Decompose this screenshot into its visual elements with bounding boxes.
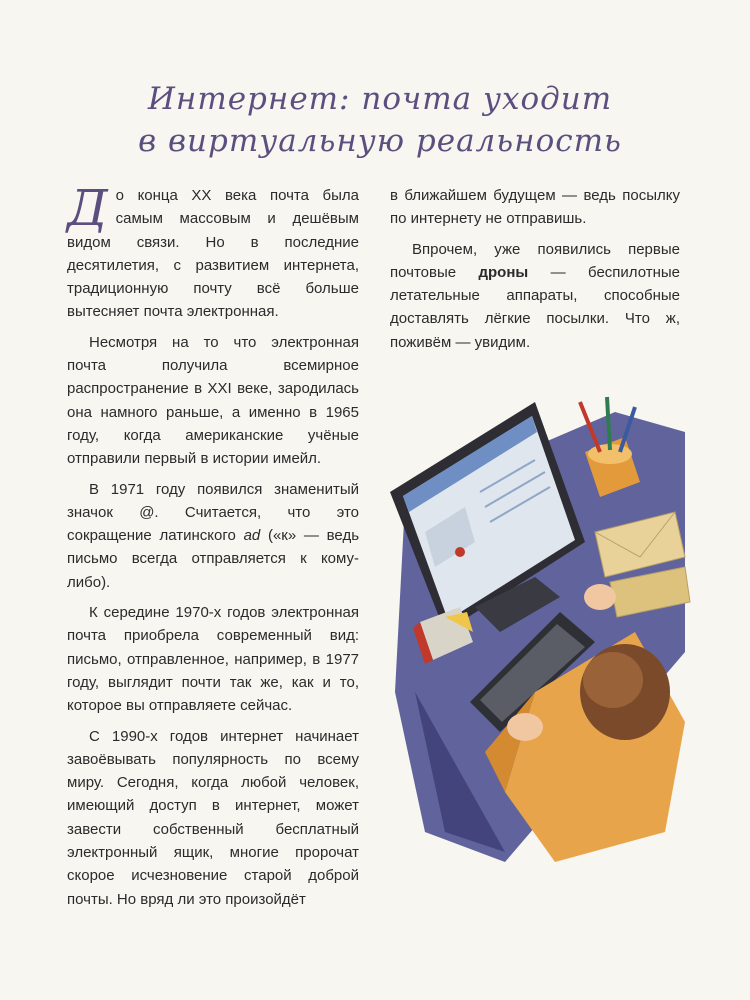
illustration-boy-at-computer bbox=[385, 392, 695, 872]
boy-hand-left bbox=[507, 713, 543, 741]
paragraph-3 bbox=[67, 478, 359, 594]
paragraph-4: К середине 1970-х годов электронная почта приобрела современный вид: письмо, отправленное, например, в 1977 году, выглядит почти так же, как и то, которое вы отправляете сейчас. bbox=[67, 604, 359, 715]
term-drones: дроны bbox=[478, 263, 529, 281]
paragraph-1-text: о конца XX века почта была самым массовым и дешёвым видом связи. Но в последние десятилетия, с развитием интернета, традиционную почту всё больше вытесняет почта электронная. bbox=[67, 187, 359, 321]
paragraph-7 bbox=[390, 238, 680, 354]
title-line-2: в виртуальную реальность bbox=[138, 123, 622, 159]
paragraph-3-text-b: («к» — ведь письмо всегда отправляется к кому-либо). bbox=[67, 527, 360, 591]
paragraph-5: С 1990-х годов интернет начинает завоёвывать популярность по всему миру. Сегодня, когда любой человек, имеющий доступ в интернет, может завести собственный бесплатный электронный ящик, многие пророчат скорое исчезновение старой доброй почты. Но вряд ли это произойдёт bbox=[67, 727, 359, 908]
paragraph-6: в ближайшем будущем — ведь посылку по интернету не отправишь. bbox=[390, 187, 680, 228]
paragraph-7-text-a: Впрочем, уже появились первые почтовые bbox=[390, 240, 680, 281]
paragraph-1 bbox=[67, 179, 359, 324]
paragraph-3-text-a: В 1971 году появился знаменитый значок @. Считается, что это сокращение латинского bbox=[67, 480, 359, 545]
title-line-1: Интернет: почта уходит bbox=[147, 81, 613, 117]
left-column bbox=[67, 179, 360, 918]
page-title bbox=[60, 78, 700, 162]
drop-cap: Д bbox=[67, 179, 108, 237]
paragraph-2: Несмотря на то что электронная почта получила всемирное распространение в XXI веке, зародилась она намного раньше, а именно в 1965 году, когда американские учёные отправили первый в истории имейл. bbox=[67, 333, 359, 468]
paragraph-7-text-b: — беспилотные летательные аппараты, способные доставлять лёгкие посылки. Что ж, поживём — увидим. bbox=[390, 263, 680, 351]
latin-word-ad: ad bbox=[243, 527, 261, 545]
right-column bbox=[390, 184, 680, 361]
boy-hand-right bbox=[584, 584, 616, 610]
